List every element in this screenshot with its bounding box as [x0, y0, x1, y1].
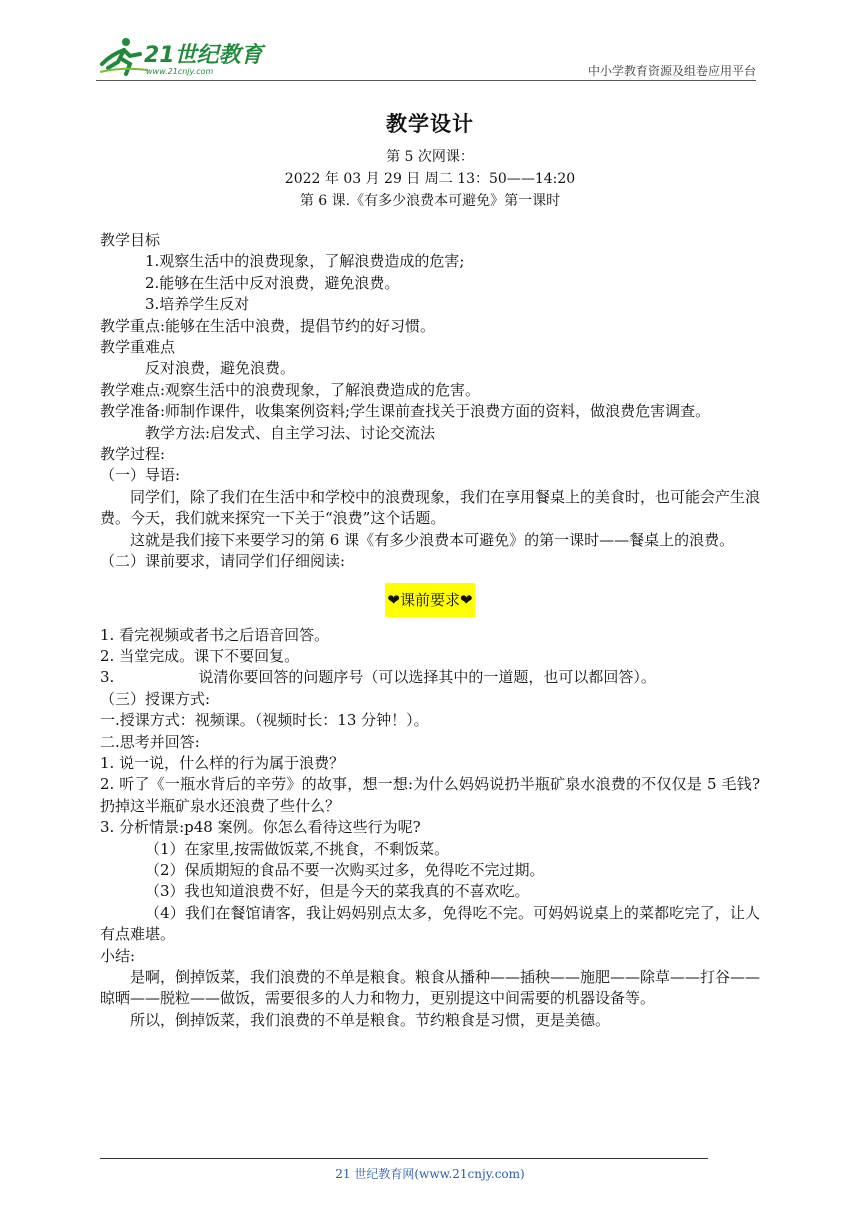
summary-heading: 小结: — [100, 946, 136, 965]
runner-logo-icon — [96, 34, 266, 78]
question-item: 3. 分析情景:p48 案例。你怎么看待这些行为呢? — [100, 818, 421, 837]
process-heading: 教学过程: — [100, 445, 166, 464]
requirement-item — [100, 667, 760, 688]
case-item: （2）保质期短的食品不要一次购买过多，免得吃不完过期。 — [145, 860, 545, 879]
case-item: （1）在家里,按需做饭菜,不挑食，不剩饭菜。 — [145, 839, 450, 858]
goal-item: 2.能够在生活中反对浪费，避免浪费。 — [145, 273, 400, 292]
intro-paragraph: 这就是我们接下来要学习的第 6 课《有多少浪费本可避免》的第一课时——餐桌上的浪费。 — [130, 530, 735, 549]
requirement-item: 2. 当堂完成。课下不要回复。 — [100, 646, 300, 665]
teaching-mode: 一.授课方式：视频课。（视频时长：13 分钟！）。 — [100, 711, 429, 730]
case-item: （4）我们在餐馆请客，我让妈妈别点太多，免得吃不完。可妈妈说桌上的菜都吃完了，让人有点难堪。 — [100, 903, 760, 944]
header-divider — [96, 80, 756, 81]
teaching-method: 教学方法:启发式、自主学习法、讨论交流法 — [145, 423, 436, 442]
case-item: （3）我也知道浪费不好，但是今天的菜我真的不喜欢吃。 — [145, 882, 530, 901]
key-difficult: 反对浪费，避免浪费。 — [145, 359, 296, 378]
question-item: 2. 听了《一瓶水背后的辛劳》的故事，想一想:为什么妈妈说扔半瓶矿泉水浪费的不仅仅是 5 毛钱?扔掉这半瓶矿泉水还浪费了些什么？ — [100, 775, 760, 815]
section-mode-heading: （三）授课方式: — [100, 689, 211, 708]
key-point: 教学重点:能够在生活中浪费，提倡节约的好习惯。 — [100, 316, 436, 335]
highlight-box — [385, 583, 474, 617]
footer-link[interactable]: 21 世纪教育网(www.21cnjy.com) — [335, 1167, 525, 1181]
lesson-datetime: 2022 年 03 月 29 日 周二 13：50——14:20 — [284, 171, 576, 187]
lesson-number: 第 5 次网课： — [386, 149, 474, 165]
logo — [96, 34, 266, 78]
document-body — [100, 230, 760, 1031]
heart-icon: ❤ — [460, 590, 473, 609]
summary-paragraph: 是啊，倒掉饭菜，我们浪费的不单是粮食。粮食从播种——插秧——施肥——除草——打谷——晾晒——脱粒——做饭，需要很多的人力和物力，更别提这中间需要的机器设备等。 — [100, 968, 761, 1008]
preparation: 教学准备:师制作课件，收集案例资料;学生课前查找关于浪费方面的资料，做浪费危害调查。 — [100, 402, 711, 421]
requirement-item: 1. 看完视频或者书之后语音回答。 — [100, 625, 330, 644]
goal-item: 1.观察生活中的浪费现象，了解浪费造成的危害; — [145, 252, 465, 271]
logo-text: 21世纪教育 — [144, 43, 263, 68]
logo-url: www.21cnjy.com — [146, 67, 214, 76]
question-item: 1. 说一说，什么样的行为属于浪费？ — [100, 753, 345, 772]
key-difficult-heading: 教学重难点 — [100, 338, 176, 357]
section-intro-heading: （一）导语: — [100, 466, 181, 485]
difficult-point: 教学难点:观察生活中的浪费现象，了解浪费造成的危害。 — [100, 380, 481, 399]
requirements-label: 课前要求 — [399, 590, 460, 609]
platform-name: 中小学教育资源及组卷应用平台 — [587, 64, 756, 78]
section-requirements-heading: （二）课前要求，请同学们仔细阅读: — [100, 552, 346, 571]
page-title: 教学设计 — [386, 112, 474, 136]
heart-icon: ❤ — [387, 590, 400, 609]
requirement-number: 3. — [100, 668, 115, 687]
lesson-title: 第 6 课.《有多少浪费本可避免》第一课时 — [299, 193, 561, 209]
requirement-text: 说清你要回答的问题序号（可以选择其中的一道题，也可以都回答）。 — [198, 668, 656, 687]
summary-paragraph: 所以，倒掉饭菜，我们浪费的不单是粮食。节约粮食是习惯，更是美德。 — [130, 1010, 611, 1029]
think-heading: 二.思考并回答: — [100, 732, 200, 751]
intro-paragraph: 同学们，除了我们在生活中和学校中的浪费现象，我们在享用餐桌上的美食时，也可能会产生浪费。今天，我们就来探究一下关于“浪费”这个话题。 — [100, 487, 761, 528]
goal-heading: 教学目标 — [100, 231, 161, 249]
goal-item: 3.培养学生反对 — [145, 295, 250, 314]
footer-divider — [100, 1158, 708, 1159]
requirements-banner — [100, 583, 760, 617]
